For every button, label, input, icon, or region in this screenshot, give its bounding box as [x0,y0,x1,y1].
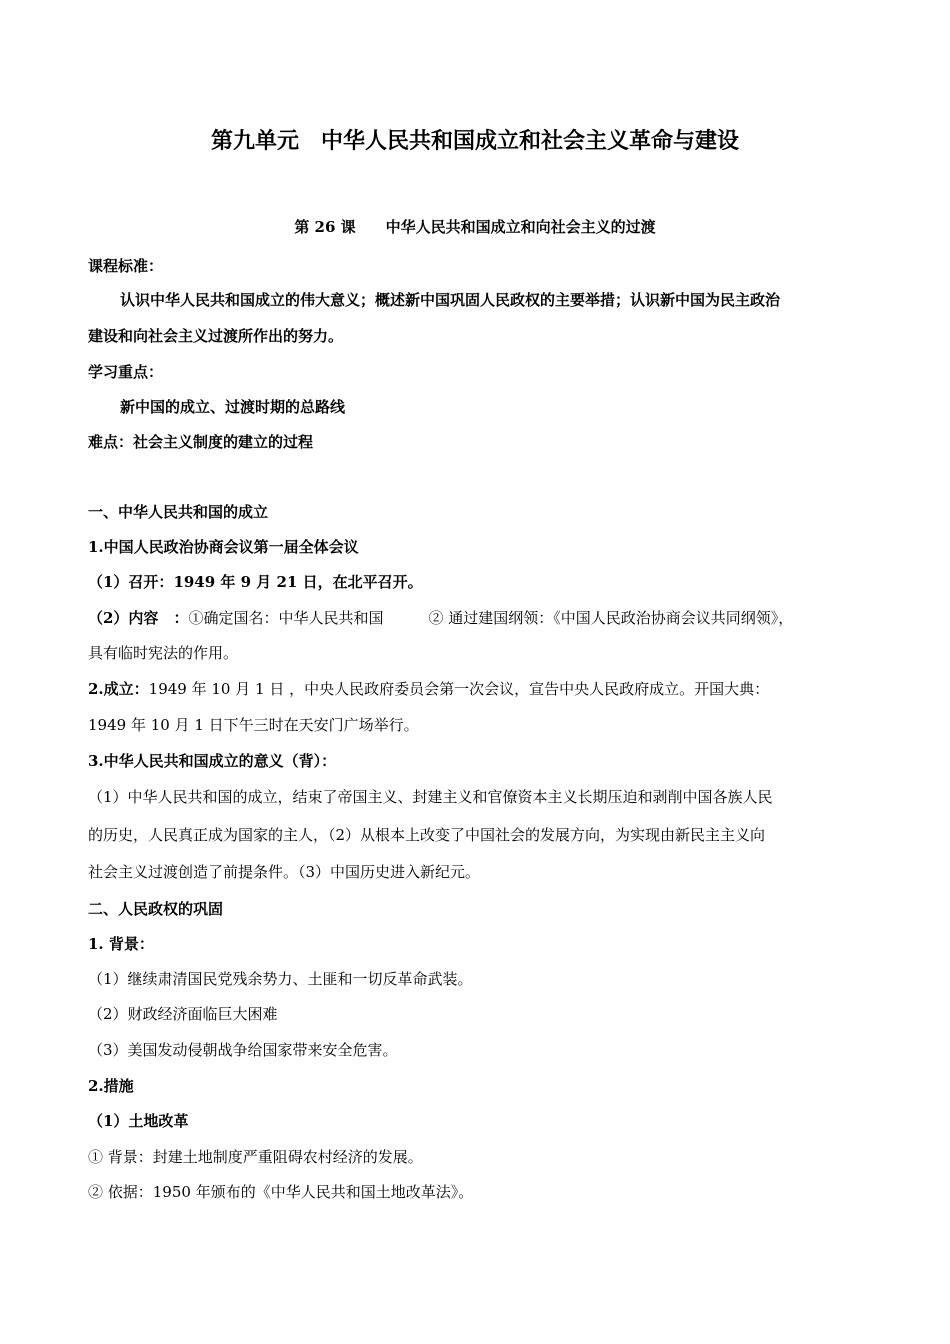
section-1-1-b-continued: 具有临时宪法的作用。 [88,644,239,662]
section-1-3-line-3: 社会主义过渡创造了前提条件。（3）中国历史进入新纪元。 [88,863,481,881]
section-2-2-1-heading: （1）土地改革 [88,1112,189,1130]
section-1-heading: 一、中华人民共和国的成立 [88,503,269,521]
section-1-2-continued: 1949 年 10 月 1 日下午三时在天安门广场举行。 [88,716,419,734]
standard-line-1: 认识中华人民共和国成立的伟大意义；概述新中国巩固人民政权的主要举措；认识新中国为民主政治 [120,291,781,309]
section-2-heading: 二、人民政权的巩固 [88,900,224,918]
unit-title: 第九单元 中华人民共和国成立和社会主义革命与建设 [210,128,739,154]
difficulty-text: 难点：社会主义制度的建立的过程 [88,433,314,451]
section-1-1-b-label: （2）内容 ： [88,609,189,627]
section-1-1-a: （1）召开：1949 年 9 月 21 日，在北平召开。 [88,573,423,591]
section-1-3-heading: 3.中华人民共和国成立的意义（背）： [88,752,337,770]
section-2-1-heading: 1. 背景： [88,935,154,953]
section-2-1-c: （3）美国发动侵朝战争给国家带来安全危害。 [88,1041,398,1059]
focus-label: 学习重点： [88,363,164,381]
section-1-2-label: 2.成立： [88,680,149,698]
section-1-1-heading: 1.中国人民政治协商会议第一届全体会议 [88,538,359,556]
section-2-2-heading: 2.措施 [88,1077,134,1095]
section-1-3-line-1: （1）中华人民共和国的成立，结束了帝国主义、封建主义和官僚资本主义长期压迫和剥削中国各族人民 [88,788,773,806]
section-2-1-a: （1）继续肃清国民党残余势力、土匪和一切反革命武装。 [88,970,473,988]
standard-label: 课程标准： [88,257,164,275]
section-1-1-b-text: ①确定国名：中华人民共和国 ② 通过建国纲领：《中国人民政治协商会议共同纲领》， [188,609,794,627]
section-1-2 [88,679,769,699]
section-2-2-1-b: ② 依据：1950 年颁布的《中华人民共和国土地改革法》。 [88,1183,474,1201]
lesson-title: 第 26 课 中华人民共和国成立和向社会主义的过渡 [294,218,656,236]
section-1-1-b [88,608,793,628]
section-2-2-1-a: ① 背景：封建土地制度严重阻碍农村经济的发展。 [88,1148,423,1166]
focus-text: 新中国的成立、过渡时期的总路线 [120,398,346,416]
section-1-3-line-2: 的历史，人民真正成为国家的主人，（2）从根本上改变了中国社会的发展方向，为实现由新民主主义向 [88,826,766,844]
standard-line-2: 建设和向社会主义过渡所作出的努力。 [88,327,344,345]
section-2-1-b: （2）财政经济面临巨大困难 [88,1005,278,1023]
section-1-2-text: 1949 年 10 月 1 日 ，中央人民政府委员会第一次会议，宣告中央人民政府成立。开国大典： [148,680,770,698]
